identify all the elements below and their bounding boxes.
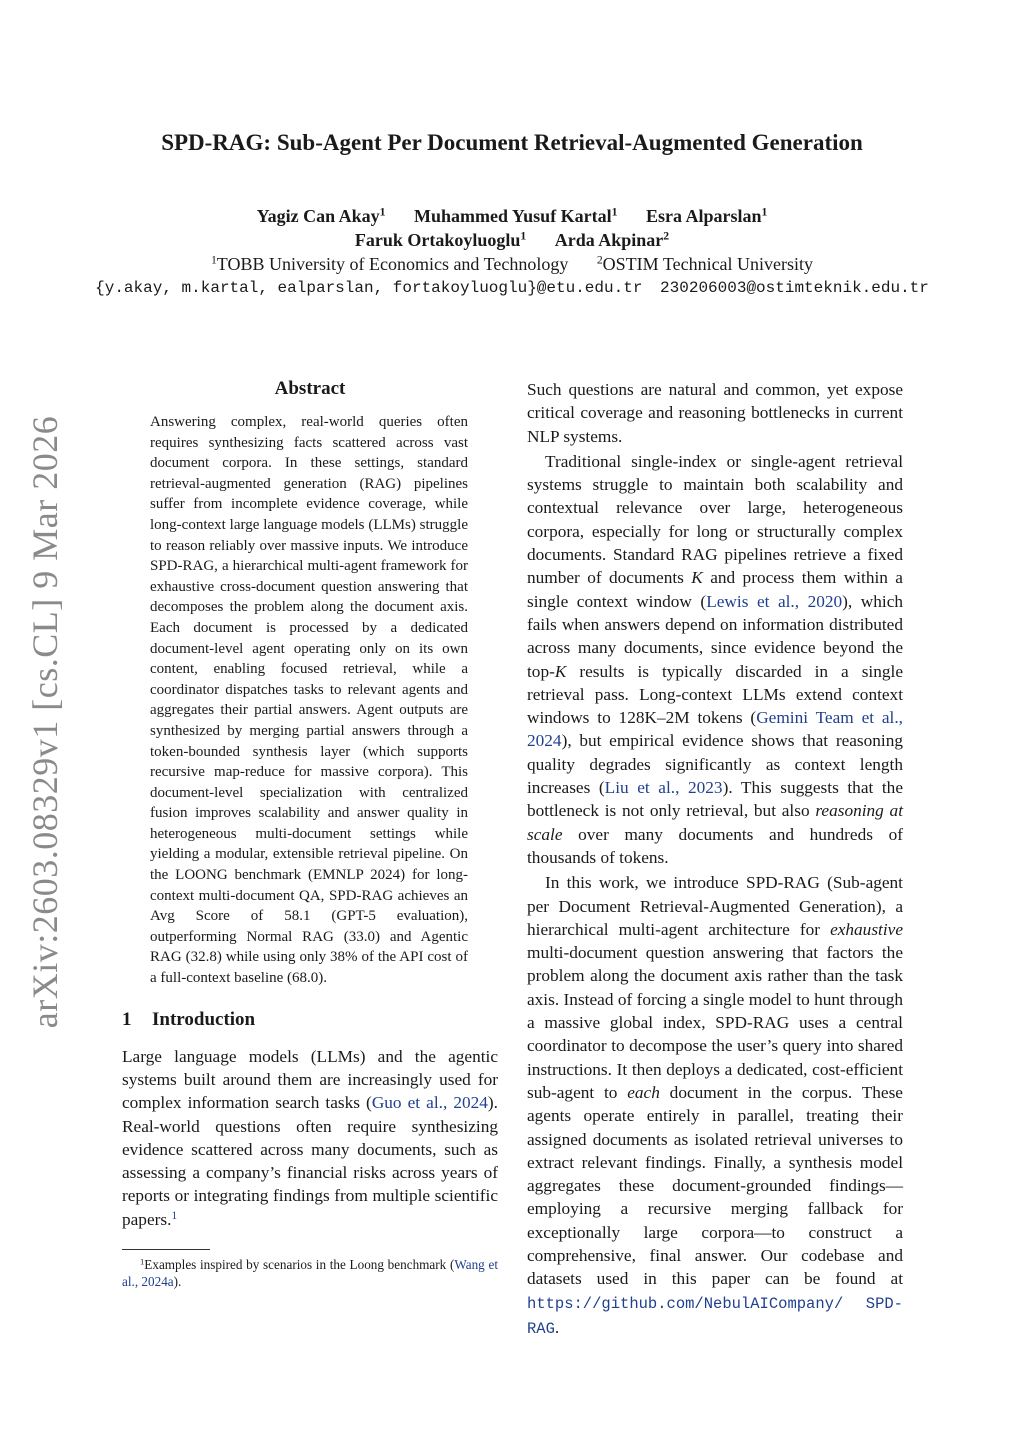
citation-wang-2024a[interactable]: Wang et al., 2024a xyxy=(122,1257,498,1289)
github-link[interactable]: https://github.com/NebulAICompany/ SPD-RAG xyxy=(527,1294,903,1338)
author-3: Esra Alparslan$^1$ xyxy=(646,205,768,226)
section-number: 1 xyxy=(122,1008,132,1030)
footnote-1: $^1$Examples inspired by scenarios in the Loong benchmark (Wang et al., 2024a). xyxy=(122,1256,498,1289)
authors-line-1 xyxy=(0,204,1024,228)
intro-paragraph-1: Large language models (LLMs) and the agentic systems built around them are increasingly used for complex information search tasks (Guo et al., 2024). Real-world questions often require synthesizing evidence scattered across many documents, such as assessing a company’s financial risks across years of reports or integrating findings from multiple scientific papers.$^1$ xyxy=(122,1046,498,1229)
abstract-text: Answering complex, real-world queries often requires synthesizing facts scattered across vast document corpora. In these settings, standard retrieval-augmented generation (RAG) pipelines suffer from incomplete evidence coverage, while long-context large language models (LLMs) struggle to reason reliably over massive inputs. We introduce SPD-RAG, a hierarchical multi-agent framework for exhaustive cross-document question answering that decomposes the problem along the document axis. Each document is processed by a dedicated document-level agent operating only on its own content, enabling focused retrieval, while a coordinator dispatches tasks to relevant agents and aggregates their partial answers. Agent outputs are synthesized by merging partial answers through a token-bounded synthesis layer (which supports recursive map-reduce for massive corpora). This document-level specialization with centralized fusion improves scalability and answer quality in heterogeneous multi-document settings while yielding a modular, extensible retrieval pipeline. On the LOONG benchmark (EMNLP 2024) for long-context multi-document QA, SPD-RAG achieves an Avg Score of 58.1 (GPT-5 evaluation), outperforming Normal RAG (33.0) and Agentic RAG (32.8) while using only 38% of the API cost of a full-context baseline (68.0). xyxy=(150,414,468,987)
citation-liu-2023[interactable]: Liu et al., 2023 xyxy=(604,778,723,798)
affiliation-2: $^2$OSTIM Technical University xyxy=(596,253,814,274)
author-1: Yagiz Can Akay$^1$ xyxy=(256,205,386,226)
footnote-rule xyxy=(122,1249,210,1250)
math-k: K xyxy=(691,568,703,588)
author-5: Arda Akpinar$^2$ xyxy=(554,229,670,250)
citation-lewis-2020[interactable]: Lewis et al., 2020 xyxy=(706,591,843,611)
emails xyxy=(0,277,1024,299)
intro-paragraph-1-continued: Such questions are natural and common, yet expose critical coverage and reasoning bottlenecks in current NLP systems. xyxy=(527,380,903,446)
intro-paragraph-2: Traditional single-index or single-agent retrieval systems struggle to maintain both scalability and contextual relevance over large, heterogeneous corpora, especially for long or structurally complex documents. Standard RAG pipelines retrieve a fixed number of documents K and process them within a single context window (Lewis et al., 2020), which fails when answers depend on information distributed across many documents, since evidence beyond the top-K results is typically discarded in a single retrieval pass. Long-context LLMs extend context windows to 128K–2M tokens (Gemini Team et al., 2024), but empirical evidence shows that reasoning quality degrades significantly as context length increases (Liu et al., 2023). This suggests that the bottleneck is not only retrieval, but also reasoning at scale over many documents and hundreds of thousands of tokens. xyxy=(527,451,904,867)
author-2: Muhammed Yusuf Kartal$^1$ xyxy=(413,205,618,226)
author-4: Faruk Ortakoyluoglu$^1$ xyxy=(354,229,527,250)
citation-gemini-2024[interactable]: Gemini Team et al., 2024 xyxy=(527,708,904,751)
paper-title: SPD-RAG: Sub-Agent Per Document Retrieval-Augmented Generation xyxy=(161,130,863,155)
abstract-heading: Abstract xyxy=(274,378,346,399)
footnote-marker-1[interactable]: 1 xyxy=(171,1209,178,1222)
section-heading-introduction xyxy=(122,1009,498,1031)
paper-header xyxy=(0,130,1024,299)
left-column xyxy=(122,378,498,1290)
intro-paragraph-3: In this work, we introduce SPD-RAG (Sub-agent per Document Retrieval-Augmented Generation), a hierarchical multi-agent architecture for exhaustive multi-document question answering that factors the problem along the document axis rather than the task axis. Instead of forcing a single model to hunt through a massive global index, SPD-RAG uses a central coordinator to decompose the user’s query into shared instructions. It then deploys a dedicated, cost-efficient sub-agent to each document in the corpus. These agents operate entirely in parallel, treating their assigned documents as isolated retrieval universes to extract relevant findings. Finally, a synthesis model aggregates these document-grounded findings—employing a recursive merging fallback for exceptionally large corpora—to construct a comprehensive, final answer. Our codebase and datasets used in this paper can be found at https://github.com/NebulAICompany/ SPD-RAG. xyxy=(527,873,903,1338)
citation-guo-2024[interactable]: Guo et al., 2024 xyxy=(371,1093,488,1113)
authors-line-2 xyxy=(0,228,1024,252)
email-single[interactable]: 230206003@ostimteknik.edu.tr xyxy=(660,279,929,297)
right-column xyxy=(527,378,903,1341)
affiliation-1: $^1$TOBB University of Economics and Technology xyxy=(210,253,569,274)
arxiv-stamp: arXiv:2603.08329v1 [cs.CL] 9 Mar 2026 xyxy=(25,415,65,1029)
affiliations xyxy=(0,252,1024,277)
section-title: Introduction xyxy=(152,1008,256,1030)
math-k-2: K xyxy=(554,661,567,681)
email-group-1[interactable]: {y.akay, m.kartal, ealparslan, fortakoyluoglu}@etu.edu.tr xyxy=(95,279,643,297)
